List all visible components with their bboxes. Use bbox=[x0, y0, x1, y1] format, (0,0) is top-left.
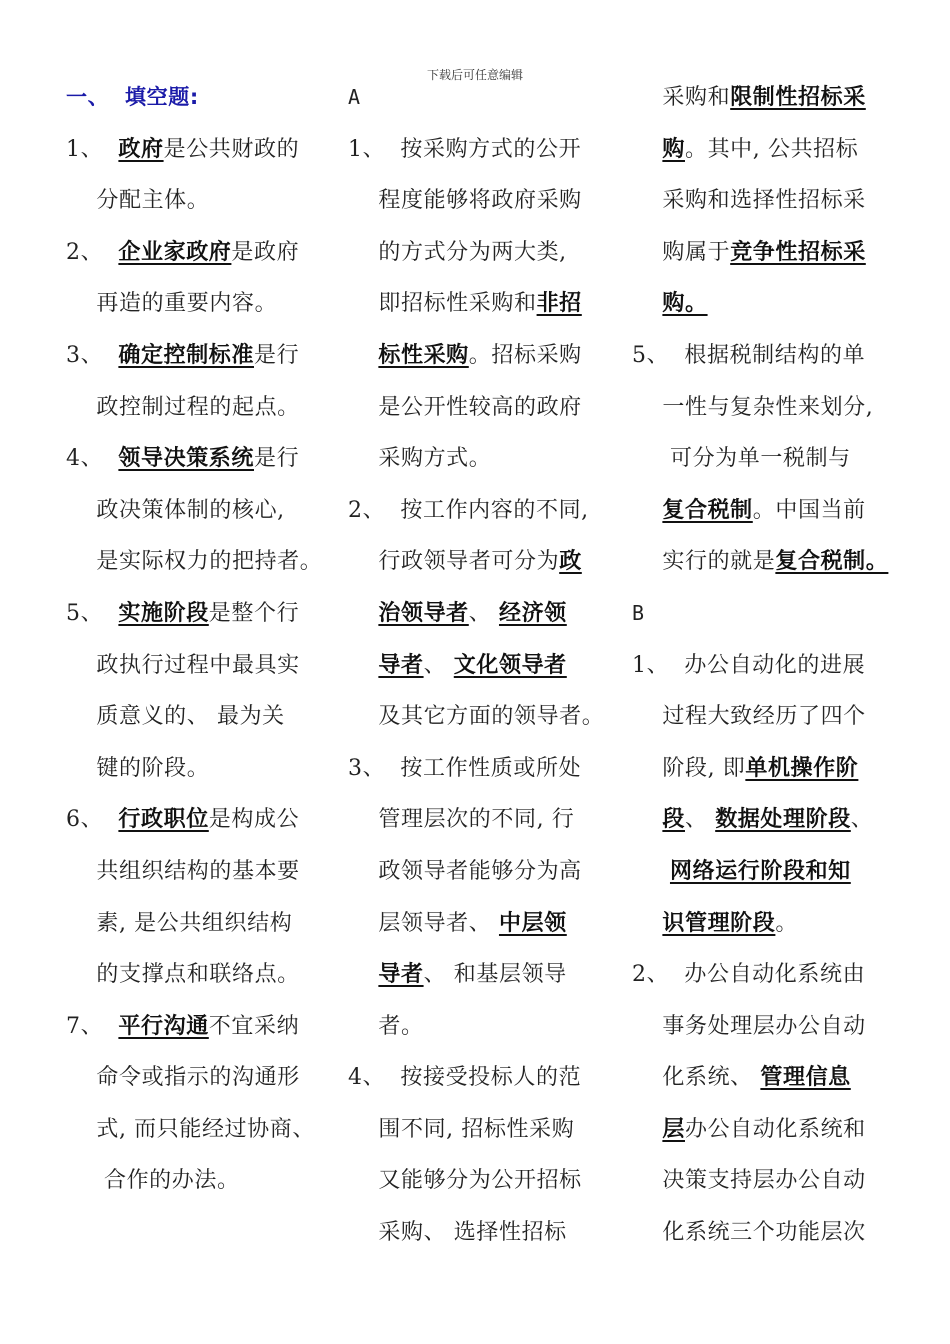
text-line bbox=[66, 691, 336, 743]
answer-term: 管理信息 bbox=[760, 1064, 851, 1091]
text-line bbox=[66, 949, 336, 1001]
answer-term: 政府 bbox=[118, 135, 164, 162]
text-segment: 采购和 bbox=[632, 85, 731, 110]
text-line bbox=[632, 536, 907, 588]
text-segment: 管理层次的不同, 行 bbox=[348, 807, 575, 833]
text-segment: 购属于 bbox=[632, 239, 731, 265]
text-line bbox=[348, 898, 612, 950]
text-line bbox=[632, 588, 907, 640]
text-segment: 合作的办法。 bbox=[66, 1168, 240, 1194]
text-segment: 是整个行 bbox=[208, 600, 300, 626]
text-segment: 采购方式。 bbox=[348, 446, 492, 472]
text-segment: 是公共财政的 bbox=[163, 136, 300, 162]
answer-term: 确定控制标准 bbox=[118, 341, 254, 368]
text-segment: 是政府 bbox=[231, 239, 300, 265]
text-segment: 、 bbox=[423, 652, 454, 678]
text-segment: 是实际权力的把持者。 bbox=[66, 549, 323, 575]
text-segment: 即招标性采购和 bbox=[348, 291, 537, 317]
text-line bbox=[66, 794, 336, 846]
answer-term: 领导决策系统 bbox=[118, 445, 254, 472]
text-segment: 3、 按工作性质或所处 bbox=[348, 755, 582, 781]
text-line bbox=[66, 1052, 336, 1104]
answer-term: 网络运行阶段和知 bbox=[669, 857, 851, 884]
text-segment: 可分为单一税制与 bbox=[632, 446, 851, 472]
page-header: 下载后可任意编辑 bbox=[426, 68, 523, 82]
text-segment: 政领导者能够分为高 bbox=[348, 858, 582, 884]
text-segment: 政控制过程的起点。 bbox=[66, 394, 300, 420]
text-line bbox=[66, 743, 336, 795]
text-segment: 不宜采纳 bbox=[208, 1013, 300, 1039]
text-segment: 政决策体制的核心, bbox=[66, 497, 285, 523]
answer-term: 中层领 bbox=[498, 909, 567, 936]
column-2 bbox=[348, 72, 612, 1259]
text-line bbox=[66, 640, 336, 692]
text-line bbox=[348, 485, 612, 537]
answer-term: 单机操作阶 bbox=[745, 754, 859, 781]
text-line bbox=[66, 1001, 336, 1053]
text-segment bbox=[348, 653, 378, 678]
text-line bbox=[348, 1104, 612, 1156]
text-segment: 键的阶段。 bbox=[66, 755, 210, 781]
text-segment: 的方式分为两大类, bbox=[348, 239, 567, 265]
text-segment bbox=[348, 962, 378, 987]
text-line bbox=[348, 1155, 612, 1207]
text-segment: 5、 bbox=[66, 600, 119, 626]
text-segment bbox=[632, 911, 662, 936]
text-segment: 1、 bbox=[66, 136, 119, 162]
text-segment: 一性与复杂性来划分, bbox=[632, 394, 874, 420]
text-line bbox=[632, 175, 907, 227]
text-segment: 者。 bbox=[348, 1013, 424, 1039]
text-segment bbox=[632, 291, 662, 316]
text-segment: 5、 根据税制结构的单 bbox=[632, 342, 866, 368]
text-segment: 又能够分为公开招标 bbox=[348, 1168, 582, 1194]
text-line bbox=[348, 846, 612, 898]
answer-term: 治领导者 bbox=[378, 599, 469, 626]
section-label: A bbox=[348, 85, 361, 109]
text-line bbox=[348, 382, 612, 434]
text-line bbox=[66, 72, 336, 124]
answer-term: 导者 bbox=[378, 651, 424, 678]
text-segment: 1、 办公自动化的进展 bbox=[632, 652, 866, 678]
text-segment: 程度能够将政府采购 bbox=[348, 188, 582, 214]
text-segment: 层领导者、 bbox=[348, 910, 499, 936]
text-segment: 1、 按采购方式的公开 bbox=[348, 136, 582, 162]
text-segment: 4、 bbox=[66, 446, 119, 472]
text-line bbox=[348, 124, 612, 176]
text-segment bbox=[632, 807, 662, 832]
text-segment: 是行 bbox=[254, 342, 300, 368]
text-segment: 围不同, 招标性采购 bbox=[348, 1116, 575, 1142]
text-segment: 式, 而只能经过协商、 bbox=[66, 1116, 315, 1142]
text-segment: 2、 bbox=[66, 239, 119, 265]
text-segment: 采购和选择性招标采 bbox=[632, 188, 866, 214]
text-line bbox=[66, 846, 336, 898]
answer-term: 平行沟通 bbox=[118, 1012, 209, 1039]
text-line bbox=[348, 227, 612, 279]
answer-term: 文化领导者 bbox=[453, 651, 567, 678]
text-segment: 。招标采购 bbox=[468, 342, 582, 368]
text-segment: 、 和基层领导 bbox=[423, 962, 567, 988]
text-segment: 政执行过程中最具实 bbox=[66, 652, 300, 678]
text-line bbox=[632, 433, 907, 485]
text-segment: 决策支持层办公自动 bbox=[632, 1168, 866, 1194]
text-segment: 命令或指示的沟通形 bbox=[66, 1065, 300, 1091]
text-segment: 7、 bbox=[66, 1013, 119, 1039]
text-segment: 质意义的、 最为关 bbox=[66, 704, 285, 730]
answer-term: 政 bbox=[559, 548, 582, 575]
text-segment: 共组织结构的基本要 bbox=[66, 858, 300, 884]
section-label: B bbox=[632, 600, 645, 625]
text-line bbox=[66, 1104, 336, 1156]
answer-term: 数据处理阶段 bbox=[715, 806, 851, 833]
text-line bbox=[348, 588, 612, 640]
text-line bbox=[632, 640, 907, 692]
answer-term: 非招 bbox=[536, 290, 582, 317]
answer-term: 标性采购 bbox=[378, 341, 469, 368]
text-segment: 。其中, 公共招标 bbox=[684, 136, 859, 162]
answer-term: 实施阶段 bbox=[118, 599, 209, 626]
text-line bbox=[348, 72, 612, 124]
text-segment: 2、 按工作内容的不同, bbox=[348, 497, 589, 523]
text-line bbox=[632, 1052, 907, 1104]
answer-term: 企业家政府 bbox=[118, 238, 232, 265]
text-segment: 事务处理层办公自动 bbox=[632, 1013, 866, 1039]
answer-term: 竞争性招标采 bbox=[730, 238, 866, 265]
text-line bbox=[632, 1001, 907, 1053]
text-segment bbox=[348, 601, 378, 626]
text-line bbox=[632, 743, 907, 795]
text-segment: 、 bbox=[684, 807, 716, 833]
text-line bbox=[632, 1207, 907, 1259]
column-1 bbox=[66, 72, 336, 1207]
text-line bbox=[348, 278, 612, 330]
answer-term: 导者 bbox=[378, 961, 424, 988]
text-segment bbox=[632, 859, 670, 884]
text-line bbox=[632, 949, 907, 1001]
text-segment: 。中国当前 bbox=[752, 497, 866, 523]
text-line bbox=[66, 175, 336, 227]
column-3 bbox=[632, 72, 907, 1259]
text-line bbox=[66, 227, 336, 279]
text-segment bbox=[632, 1117, 662, 1142]
text-segment: 办公自动化系统和 bbox=[684, 1116, 866, 1142]
text-line bbox=[66, 536, 336, 588]
text-line bbox=[632, 485, 907, 537]
text-segment: 。 bbox=[775, 910, 798, 936]
text-line bbox=[66, 124, 336, 176]
text-line bbox=[66, 330, 336, 382]
text-line bbox=[348, 743, 612, 795]
answer-term: 限制性招标采 bbox=[730, 84, 866, 110]
text-segment: 过程大致经历了四个 bbox=[632, 704, 866, 730]
text-line bbox=[348, 691, 612, 743]
text-segment: 是构成公 bbox=[208, 807, 300, 833]
section-title: 一、 填空题: bbox=[66, 85, 199, 109]
answer-term: 复合税制。 bbox=[775, 548, 889, 575]
text-segment: 采购、 选择性招标 bbox=[348, 1220, 567, 1246]
text-line bbox=[632, 330, 907, 382]
text-line bbox=[348, 330, 612, 382]
answer-term: 经济领 bbox=[498, 599, 567, 626]
text-segment: 的支撑点和联络点。 bbox=[66, 962, 300, 988]
answer-term: 复合税制 bbox=[662, 496, 753, 523]
answer-term: 行政职位 bbox=[118, 806, 209, 833]
text-segment: 6、 bbox=[66, 807, 119, 833]
answer-term: 层 bbox=[662, 1115, 685, 1142]
answer-term: 购 bbox=[662, 135, 685, 162]
text-line bbox=[348, 433, 612, 485]
text-line bbox=[348, 794, 612, 846]
answer-term: 段 bbox=[662, 806, 685, 833]
text-segment bbox=[632, 498, 662, 523]
text-line bbox=[348, 536, 612, 588]
text-segment: 分配主体。 bbox=[66, 188, 210, 214]
text-segment: 阶段, 即 bbox=[632, 755, 746, 781]
text-line bbox=[348, 175, 612, 227]
text-line bbox=[632, 278, 907, 330]
text-segment: 素, 是公共组织结构 bbox=[66, 910, 293, 936]
text-line bbox=[66, 588, 336, 640]
text-line bbox=[632, 1155, 907, 1207]
text-line bbox=[632, 898, 907, 950]
text-line bbox=[632, 794, 907, 846]
text-segment: 是行 bbox=[254, 446, 300, 472]
answer-term: 购。 bbox=[662, 290, 708, 317]
text-segment: 行政领导者可分为 bbox=[348, 549, 560, 575]
text-line bbox=[66, 382, 336, 434]
text-line bbox=[348, 1052, 612, 1104]
text-line bbox=[348, 1207, 612, 1259]
text-line bbox=[66, 278, 336, 330]
text-segment bbox=[348, 343, 378, 368]
text-segment: 及其它方面的领导者。 bbox=[348, 704, 605, 730]
text-line bbox=[632, 124, 907, 176]
text-line bbox=[632, 227, 907, 279]
text-line bbox=[632, 382, 907, 434]
text-segment: 2、 办公自动化系统由 bbox=[632, 962, 866, 988]
text-segment: 再造的重要内容。 bbox=[66, 291, 278, 317]
text-segment: 4、 按接受投标人的范 bbox=[348, 1065, 582, 1091]
text-segment: 是公开性较高的政府 bbox=[348, 394, 582, 420]
text-line bbox=[632, 691, 907, 743]
text-line bbox=[348, 640, 612, 692]
text-segment bbox=[632, 137, 662, 162]
text-segment: 化系统、 bbox=[632, 1065, 761, 1091]
text-line bbox=[66, 1155, 336, 1207]
text-segment: 实行的就是 bbox=[632, 549, 776, 575]
text-segment: 、 bbox=[850, 807, 874, 833]
text-segment: 、 bbox=[468, 600, 499, 626]
text-segment: 3、 bbox=[66, 342, 119, 368]
text-line bbox=[348, 1001, 612, 1053]
answer-term: 识管理阶段 bbox=[662, 909, 776, 936]
text-line bbox=[348, 949, 612, 1001]
text-line bbox=[632, 846, 907, 898]
text-line bbox=[66, 433, 336, 485]
text-line bbox=[632, 1104, 907, 1156]
text-line bbox=[632, 72, 907, 124]
text-line bbox=[66, 898, 336, 950]
text-line bbox=[66, 485, 336, 537]
text-segment: 化系统三个功能层次 bbox=[632, 1220, 866, 1246]
